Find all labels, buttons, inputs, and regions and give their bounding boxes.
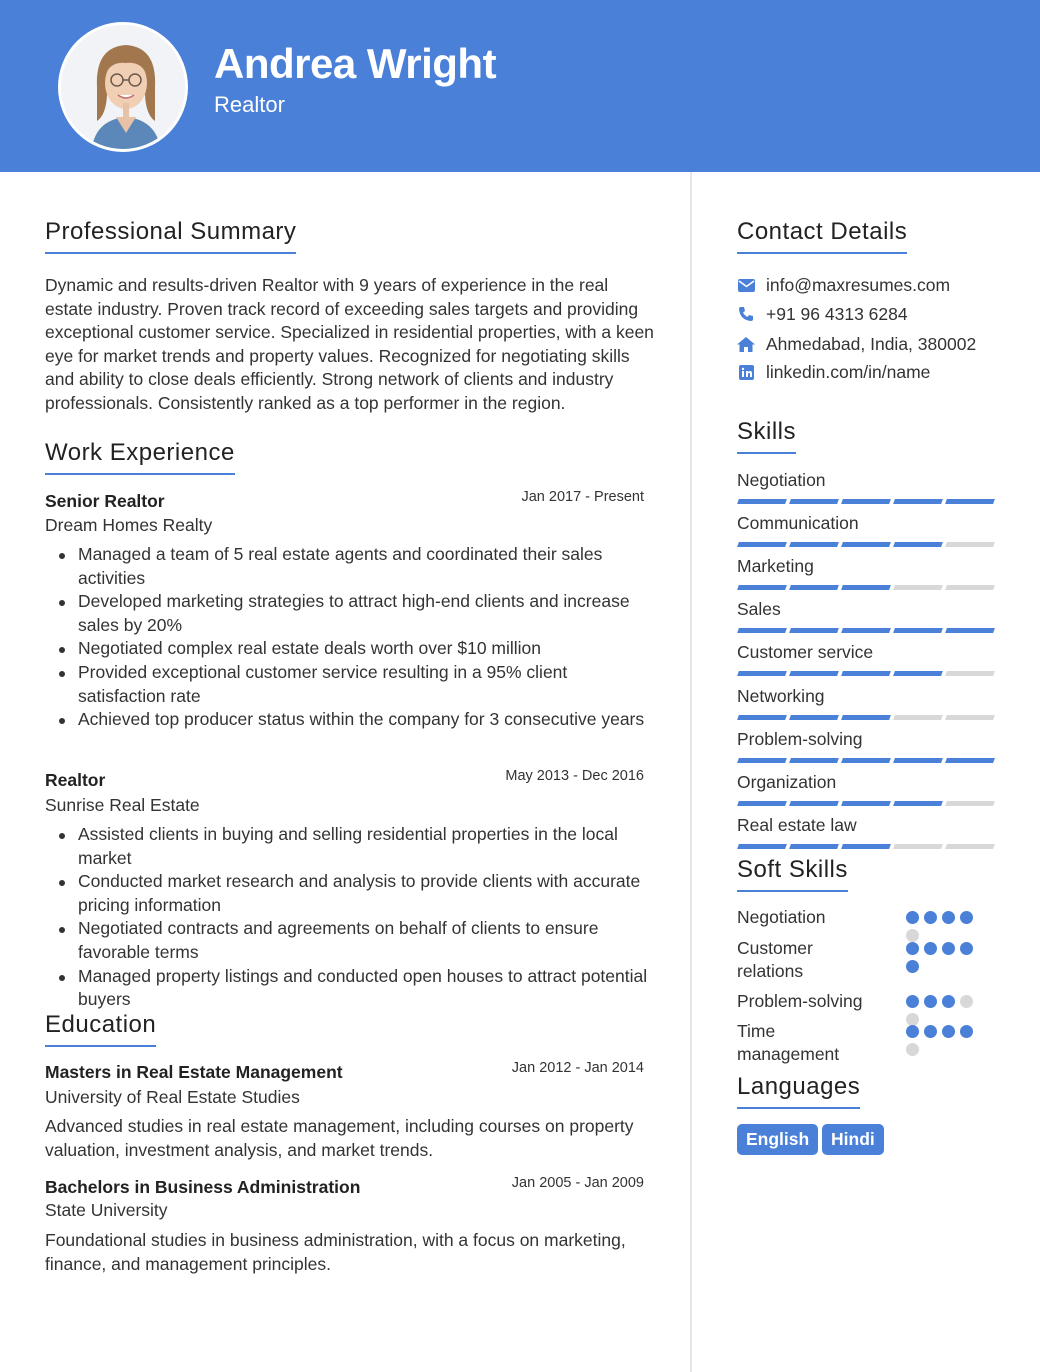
list-item: Negotiated complex real estate deals worth over $10 million: [45, 637, 645, 661]
skill-level-segment: [945, 715, 995, 720]
skill-level-segment: [737, 801, 787, 806]
contact-linkedin[interactable]: [737, 360, 930, 384]
skill-level-bar: [738, 671, 994, 676]
skill-level-segment: [737, 499, 787, 504]
skill-level-bar: [738, 628, 994, 633]
degree-title: Masters in Real Estate Management: [45, 1062, 343, 1082]
skill-name: Communication: [737, 513, 859, 534]
skill-name: Problem-solving: [737, 728, 863, 749]
school-name: State University: [45, 1200, 168, 1220]
rating-dot: [942, 942, 955, 955]
column-divider: [690, 172, 692, 1372]
rating-dot: [960, 1025, 973, 1038]
candidate-name: Andrea Wright: [214, 40, 497, 87]
skill-name: Networking: [737, 685, 825, 706]
skill-level-bar: [738, 585, 994, 590]
person-photo-icon: [61, 25, 188, 152]
soft-skill-rating: [906, 1025, 986, 1056]
contact-phone[interactable]: [737, 302, 908, 326]
linkedin-icon: [737, 363, 755, 381]
rating-dot: [924, 942, 937, 955]
skill-level-segment: [945, 671, 995, 676]
soft-skill-name: Negotiation: [737, 907, 826, 927]
skill-level-segment: [737, 628, 787, 633]
skill-name: Customer service: [737, 642, 874, 663]
skill-level-segment: [945, 801, 995, 806]
job-dates: May 2013 - Dec 2016: [505, 768, 644, 784]
skill-level-segment: [789, 801, 839, 806]
soft-skill-rating: [906, 995, 986, 1026]
skill-level-segment: [841, 844, 891, 849]
experience-heading: Work Experience: [45, 439, 235, 475]
skill-level-segment: [789, 628, 839, 633]
contact-address: [737, 332, 976, 356]
home-icon: [737, 335, 755, 353]
skill-level-segment: [893, 499, 943, 504]
job-company: Dream Homes Realty: [45, 515, 213, 535]
skill-level-bar: [738, 844, 994, 849]
language-badge: Hindi: [822, 1124, 884, 1155]
rating-dot: [942, 1025, 955, 1038]
job-title: Realtor: [45, 770, 106, 790]
envelope-icon: [737, 276, 755, 294]
rating-dot: [960, 995, 973, 1008]
skill-level-segment: [945, 628, 995, 633]
skill-level-bar: [738, 499, 994, 504]
job-bullets: [45, 823, 650, 1012]
skill-level-segment: [789, 715, 839, 720]
rating-dot: [942, 911, 955, 924]
list-item: Negotiated contracts and agreements on behalf of clients to ensure favorable terms: [45, 917, 650, 964]
skill-level-segment: [893, 628, 943, 633]
list-item: Managed a team of 5 real estate agents and coordinated their sales activities: [45, 543, 645, 590]
education-heading: Education: [45, 1011, 156, 1047]
contact-heading: Contact Details: [737, 218, 907, 254]
summary-heading: Professional Summary: [45, 218, 296, 254]
languages-heading: Languages: [737, 1073, 860, 1109]
rating-dot: [906, 942, 919, 955]
skill-level-segment: [893, 542, 943, 547]
skill-name: Negotiation: [737, 470, 826, 490]
degree-description: Foundational studies in business administration, with a focus on marketing, finance, and management principles.: [45, 1230, 626, 1274]
job-title: Senior Realtor: [45, 491, 165, 511]
candidate-title: Realtor: [214, 92, 285, 117]
rating-dot: [906, 1025, 919, 1038]
rating-dot: [924, 995, 937, 1008]
skill-level-segment: [737, 715, 787, 720]
job-bullets: [45, 543, 645, 732]
skill-level-segment: [893, 585, 943, 590]
skill-level-bar: [738, 715, 994, 720]
list-item: Achieved top producer status within the company for 3 consecutive years: [45, 708, 645, 732]
rating-dot: [960, 911, 973, 924]
skill-name: Sales: [737, 599, 781, 620]
skill-level-segment: [841, 801, 891, 806]
soft-skill-rating: [906, 911, 986, 942]
list-item: Assisted clients in buying and selling residential properties in the local market: [45, 823, 650, 870]
skill-level-segment: [841, 715, 891, 720]
skill-level-segment: [737, 758, 787, 763]
rating-dot: [906, 995, 919, 1008]
skill-level-segment: [789, 844, 839, 849]
skill-level-segment: [841, 671, 891, 676]
skill-level-segment: [945, 542, 995, 547]
skill-level-segment: [945, 499, 995, 504]
skill-level-segment: [893, 715, 943, 720]
skill-level-segment: [945, 844, 995, 849]
skill-level-segment: [789, 758, 839, 763]
degree-description: Advanced studies in real estate management, including courses on property valuation, investment analysis, and market trends.: [45, 1116, 634, 1160]
skill-level-segment: [737, 585, 787, 590]
skill-level-segment: [789, 671, 839, 676]
rating-dot: [924, 1025, 937, 1038]
linkedin-text: linkedin.com/in/name: [766, 361, 931, 382]
profile-photo: [58, 22, 188, 152]
skill-level-segment: [841, 628, 891, 633]
list-item: Conducted market research and analysis to provide clients with accurate pricing information: [45, 870, 650, 917]
phone-text: +91 96 4313 6284: [766, 303, 908, 324]
phone-icon: [737, 305, 755, 323]
soft-skills-heading: Soft Skills: [737, 856, 848, 892]
degree-dates: Jan 2005 - Jan 2009: [511, 1175, 644, 1191]
rating-dot: [942, 995, 955, 1008]
rating-dot: [906, 911, 919, 924]
job-company: Sunrise Real Estate: [45, 795, 200, 815]
skill-level-segment: [841, 758, 891, 763]
rating-dot: [906, 960, 919, 973]
skills-heading: Skills: [737, 418, 796, 454]
degree-title: Bachelors in Business Administration: [45, 1177, 361, 1197]
skill-name: Real estate law: [737, 814, 857, 835]
soft-skill-name: Time management: [737, 1021, 840, 1064]
list-item: Developed marketing strategies to attract high-end clients and increase sales by 20%: [45, 590, 645, 637]
soft-skill-rating: [906, 942, 986, 973]
degree-dates: Jan 2012 - Jan 2014: [511, 1060, 644, 1076]
summary-text: Dynamic and results-driven Realtor with 9 years of experience in the real estate industry. Proven track record of exceeding sales targets and providing exceptional customer service. Specialized in residential properties, with a keen eye for market trends and property values. Recognized for negotiating skills and ability to close deals efficiently. Strong network of clients and industry professionals. Consistently ranked as a top performer in the region.: [45, 275, 654, 413]
skill-level-segment: [841, 585, 891, 590]
contact-email[interactable]: [737, 273, 950, 297]
skill-level-segment: [789, 542, 839, 547]
skill-level-segment: [789, 499, 839, 504]
skill-name: Marketing: [737, 556, 814, 577]
skill-level-segment: [893, 758, 943, 763]
address-text: Ahmedabad, India, 380002: [766, 333, 977, 354]
skill-level-segment: [841, 542, 891, 547]
skill-level-segment: [841, 499, 891, 504]
rating-dot: [960, 942, 973, 955]
language-badge: English: [737, 1124, 818, 1155]
skill-level-segment: [737, 542, 787, 547]
skill-level-segment: [893, 801, 943, 806]
skill-level-bar: [738, 758, 994, 763]
list-item: Managed property listings and conducted open houses to attract potential buyers: [45, 965, 650, 1012]
skill-level-segment: [945, 758, 995, 763]
skill-level-bar: [738, 801, 994, 806]
skill-name: Organization: [737, 771, 837, 792]
soft-skill-name: Customer relations: [737, 938, 813, 981]
skill-level-segment: [893, 844, 943, 849]
rating-dot: [924, 911, 937, 924]
job-dates: Jan 2017 - Present: [521, 489, 644, 505]
rating-dot: [906, 1043, 919, 1056]
skill-level-segment: [945, 585, 995, 590]
skill-level-bar: [738, 542, 994, 547]
skill-level-segment: [737, 844, 787, 849]
skill-level-segment: [737, 671, 787, 676]
skill-level-segment: [893, 671, 943, 676]
rating-dot: [906, 929, 919, 942]
email-text: info@maxresumes.com: [766, 274, 951, 295]
school-name: University of Real Estate Studies: [45, 1087, 300, 1107]
skill-level-segment: [789, 585, 839, 590]
list-item: Provided exceptional customer service resulting in a 95% client satisfaction rate: [45, 661, 645, 708]
soft-skill-name: Problem-solving: [737, 991, 863, 1011]
